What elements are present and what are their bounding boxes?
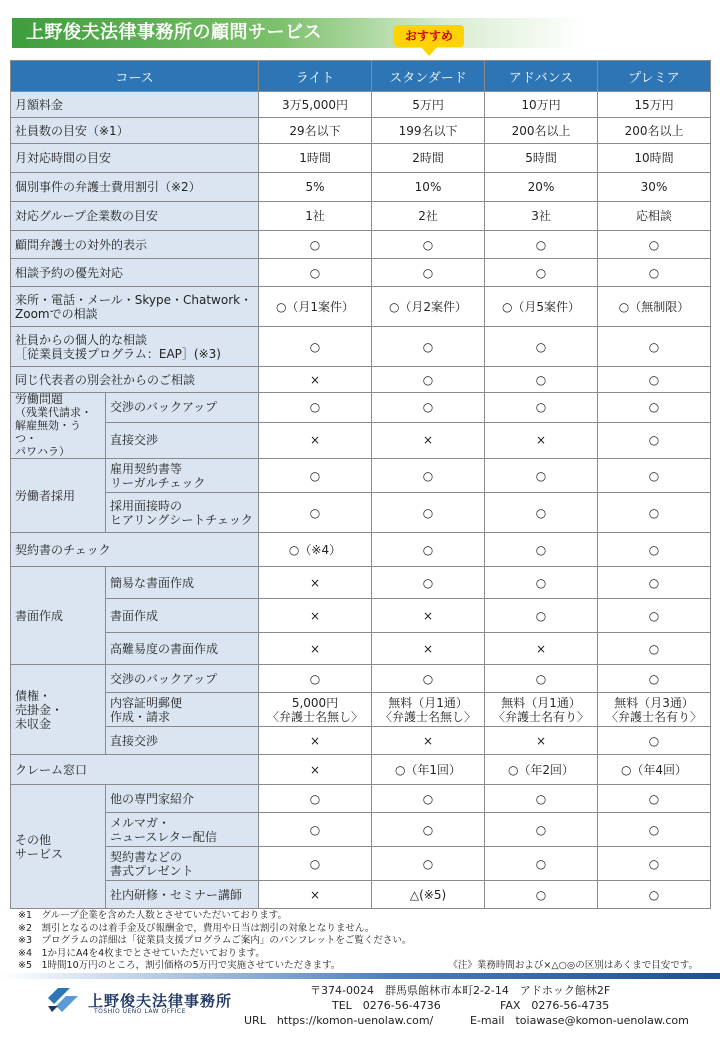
row-label: 簡易な書面作成 — [106, 567, 259, 599]
cell: 2時間 — [372, 144, 485, 173]
cell: ○（月5案件） — [485, 287, 598, 327]
row-label-line: ［従業員支援プログラム：EAP］(※3) — [15, 346, 221, 361]
cell: ○ — [485, 231, 598, 259]
row-label: 契約書のチェック — [11, 533, 259, 567]
footnote: ※1 グループ企業を含めた人数とさせていただいております。 — [18, 910, 287, 921]
group-label-debt — [11, 665, 106, 755]
table-row — [11, 231, 711, 259]
table-row — [11, 727, 711, 755]
row-label-line: 契約書などの — [110, 849, 183, 864]
cell: ○ — [372, 493, 485, 533]
cell: ○ — [598, 665, 711, 693]
cell: 1社 — [259, 202, 372, 231]
cell-line: 〈弁護士名無し〉 — [380, 709, 477, 724]
table-row — [11, 367, 711, 393]
row-label-line: メルマガ・ — [110, 815, 171, 830]
cell: ○（年2回） — [485, 755, 598, 785]
table-row — [11, 599, 711, 633]
row-label: 他の専門家紹介 — [106, 785, 259, 813]
cell: ○ — [485, 599, 598, 633]
cell — [485, 693, 598, 727]
cell: × — [259, 567, 372, 599]
row-label: 直接交渉 — [106, 422, 259, 458]
row-label: 月対応時間の目安 — [11, 144, 259, 173]
table-row — [11, 755, 711, 785]
cell — [259, 693, 372, 727]
cell: ○ — [259, 259, 372, 287]
cell: 5% — [259, 173, 372, 202]
table-row — [11, 92, 711, 118]
cell: ○ — [259, 493, 372, 533]
row-label-line: 採用面接時の — [110, 498, 183, 513]
row-label — [106, 459, 259, 493]
footnote: ※3 プログラムの詳細は「従業員支援プログラムご案内」のパンフレットをご覧ください。 — [18, 935, 412, 946]
cell-line: 無料（月1通） — [388, 695, 468, 710]
cell: 200名以上 — [485, 118, 598, 144]
cell: 5時間 — [485, 144, 598, 173]
cell: ○ — [485, 259, 598, 287]
cell: × — [372, 727, 485, 755]
cell: × — [259, 881, 372, 909]
cell: ○ — [485, 785, 598, 813]
cell: × — [372, 599, 485, 633]
row-label: 同じ代表者の別会社からのご相談 — [11, 367, 259, 393]
group-label-hiring: 労働者採用 — [11, 459, 106, 533]
row-label: 高難易度の書面作成 — [106, 633, 259, 665]
group-label-other — [11, 785, 106, 909]
cell: ○ — [259, 327, 372, 367]
cell: × — [372, 422, 485, 458]
row-label-line: 来所・電話・メール・Skype・Chatwork・ — [15, 292, 253, 307]
row-label — [106, 693, 259, 727]
table-row — [11, 202, 711, 231]
cell: ○ — [598, 847, 711, 881]
table-row — [11, 881, 711, 909]
group-label-documents: 書面作成 — [11, 567, 106, 665]
law-office-logo-icon — [44, 984, 84, 1016]
phone: TEL 0276-56-4736 — [332, 999, 441, 1012]
group-label-line: 解雇無効・うつ・ — [15, 419, 81, 445]
cell: ○ — [485, 881, 598, 909]
fax: FAX 0276-56-4735 — [500, 999, 610, 1012]
cell: × — [485, 727, 598, 755]
cell: ○ — [598, 599, 711, 633]
cell: ○ — [598, 393, 711, 423]
cell: 2社 — [372, 202, 485, 231]
cell-line: 〈弁護士名有り〉 — [493, 709, 590, 724]
address: 〒374-0024 群馬県館林市本町2-2-14 アドホック館林2F — [310, 984, 611, 997]
group-label-line: 未収金 — [15, 716, 52, 731]
row-label: 交渉のバックアップ — [106, 393, 259, 423]
footnote: ※2 割引となるのは着手金及び報酬金で，費用や日当は割引の対象となりません。 — [18, 922, 375, 934]
cell: ○ — [372, 665, 485, 693]
cell: ○ — [372, 785, 485, 813]
table-row — [11, 287, 711, 327]
cell: 199名以下 — [372, 118, 485, 144]
cell: 29名以下 — [259, 118, 372, 144]
row-label — [11, 327, 259, 367]
cell: ○ — [485, 665, 598, 693]
cell: ○ — [485, 813, 598, 847]
cell: ○ — [598, 633, 711, 665]
office-name-en: TOSHIO UENO LAW OFFICE — [94, 1008, 186, 1015]
cell: × — [372, 633, 485, 665]
cell-line: 〈弁護士名有り〉 — [606, 709, 703, 724]
group-label-line: 売掛金・ — [15, 702, 64, 717]
table-row — [11, 393, 711, 423]
table-row — [11, 693, 711, 727]
row-label — [106, 493, 259, 533]
row-label — [106, 847, 259, 881]
table-row — [11, 422, 711, 458]
row-label-line: 作成・請求 — [110, 709, 171, 724]
group-label-line: その他 — [15, 832, 52, 847]
cell: ○（年4回） — [598, 755, 711, 785]
cell: × — [259, 633, 372, 665]
cell-line: 無料（月1通） — [501, 695, 581, 710]
table-row — [11, 118, 711, 144]
cell: ○ — [259, 231, 372, 259]
row-label-line: 書式プレゼント — [110, 863, 194, 878]
table-row — [11, 847, 711, 881]
footnote-note: 《注》業務時間および×△○◎の区別はあくまで目安です。 — [448, 960, 698, 971]
cell: 3社 — [485, 202, 598, 231]
recommend-arrow-icon — [421, 47, 437, 56]
cell: ○ — [598, 259, 711, 287]
footnote: ※5 1時間10万円のところ，割引価格の5万円で実施させていただきます。 — [18, 960, 341, 971]
footnote: ※4 1か月にA4を4枚までとさせていただいております。 — [18, 947, 265, 959]
cell: ○（月1案件） — [259, 287, 372, 327]
row-label: 社内研修・セミナー講師 — [106, 881, 259, 909]
cell: △(※5) — [372, 881, 485, 909]
cell — [372, 693, 485, 727]
cell: ○ — [598, 493, 711, 533]
cell: × — [259, 367, 372, 393]
table-row — [11, 665, 711, 693]
cell: ○ — [372, 367, 485, 393]
footnotes — [18, 910, 708, 973]
row-label: 社員数の目安（※1） — [11, 118, 259, 144]
cell: 応相談 — [598, 202, 711, 231]
cell: × — [485, 422, 598, 458]
cell — [598, 693, 711, 727]
cell: ○ — [485, 567, 598, 599]
cell: ○ — [485, 533, 598, 567]
row-label: 対応グループ企業数の目安 — [11, 202, 259, 231]
cell: 200名以上 — [598, 118, 711, 144]
group-label-line: サービス — [15, 846, 64, 861]
cell: 10時間 — [598, 144, 711, 173]
table-row — [11, 259, 711, 287]
cell: ○ — [598, 567, 711, 599]
row-label: 顧問弁護士の対外的表示 — [11, 231, 259, 259]
cell: ○ — [598, 327, 711, 367]
cell: ○ — [485, 327, 598, 367]
cell: ○ — [372, 327, 485, 367]
cell: ○ — [598, 881, 711, 909]
cell: ○ — [485, 367, 598, 393]
cell: × — [259, 727, 372, 755]
cell: ○ — [598, 813, 711, 847]
table-row — [11, 633, 711, 665]
table-row — [11, 327, 711, 367]
page-title: 上野俊夫法律事務所の顧問サービス — [26, 22, 322, 43]
table-row — [11, 144, 711, 173]
cell: ○ — [259, 847, 372, 881]
cell: ○ — [598, 533, 711, 567]
cell: 30% — [598, 173, 711, 202]
row-label: 月額料金 — [11, 92, 259, 118]
table-row — [11, 459, 711, 493]
cell: × — [259, 422, 372, 458]
group-label-labor — [11, 393, 106, 459]
cell-line: 5,000円 — [291, 695, 339, 710]
group-label-line: パワハラ） — [15, 445, 70, 458]
row-label-line: ニュースレター配信 — [110, 829, 217, 844]
cell: ○ — [372, 459, 485, 493]
row-label: クレーム窓口 — [11, 755, 259, 785]
row-label: 相談予約の優先対応 — [11, 259, 259, 287]
cell-line: 無料（月3通） — [614, 695, 694, 710]
cell: ○ — [598, 422, 711, 458]
title-banner — [12, 18, 708, 48]
cell: × — [485, 633, 598, 665]
row-label-line: 社員からの個人的な相談 — [15, 332, 148, 347]
cell: ○ — [598, 785, 711, 813]
cell: ○ — [598, 231, 711, 259]
table-header-row — [11, 61, 711, 92]
cell: ○ — [485, 493, 598, 533]
cell: ○ — [598, 727, 711, 755]
cell-line: 〈弁護士名無し〉 — [267, 709, 364, 724]
plan-header-standard: スタンダード — [372, 61, 485, 92]
table-row — [11, 493, 711, 533]
row-label-line: 内容証明郵便 — [110, 695, 183, 710]
website-link[interactable]: URL https://komon-uenolaw.com/ — [244, 1014, 434, 1027]
row-label-line: リーガルチェック — [110, 475, 206, 490]
email-link[interactable]: E-mail toiawase@komon-uenolaw.com — [470, 1014, 689, 1027]
cell: ○ — [372, 813, 485, 847]
table-row — [11, 567, 711, 599]
cell: ○ — [259, 785, 372, 813]
course-header: コース — [11, 61, 259, 92]
cell: ○ — [485, 847, 598, 881]
cell: 5万円 — [372, 92, 485, 118]
cell: 3万5,000円 — [259, 92, 372, 118]
cell: ○ — [598, 459, 711, 493]
cell: ○ — [259, 665, 372, 693]
cell: 10% — [372, 173, 485, 202]
cell: ○ — [372, 533, 485, 567]
row-label-line: 雇用契約書等 — [110, 461, 183, 476]
cell: ○ — [372, 393, 485, 423]
recommend-badge: おすすめ — [394, 25, 464, 47]
row-label: 直接交渉 — [106, 727, 259, 755]
cell: ○（年1回） — [372, 755, 485, 785]
group-label-line: 債権・ — [15, 688, 52, 703]
cell: 1時間 — [259, 144, 372, 173]
cell: ○（※4） — [259, 533, 372, 567]
row-label: 書面作成 — [106, 599, 259, 633]
cell: ○ — [259, 459, 372, 493]
plan-comparison-table — [10, 60, 711, 909]
table-row — [11, 173, 711, 202]
cell: 10万円 — [485, 92, 598, 118]
table-row — [11, 785, 711, 813]
cell: × — [259, 599, 372, 633]
row-label — [11, 287, 259, 327]
cell: ○ — [485, 459, 598, 493]
table-row — [11, 533, 711, 567]
footer-divider — [0, 973, 720, 979]
row-label-line: Zoomでの相談 — [15, 306, 98, 321]
cell: 20% — [485, 173, 598, 202]
plan-header-advance: アドバンス — [485, 61, 598, 92]
cell: ○ — [372, 231, 485, 259]
cell: ○ — [372, 259, 485, 287]
row-label-line: ヒアリングシートチェック — [110, 512, 253, 527]
group-label-line: （残業代請求・ — [15, 406, 92, 419]
office-name: 上野俊夫法律事務所 — [88, 992, 233, 1010]
plan-header-premier: プレミア — [598, 61, 711, 92]
group-label-line: 労働問題 — [15, 392, 64, 406]
cell: ○ — [372, 567, 485, 599]
plan-header-light: ライト — [259, 61, 372, 92]
cell: 15万円 — [598, 92, 711, 118]
row-label: 個別事件の弁護士費用割引（※2） — [11, 173, 259, 202]
cell: ○ — [259, 393, 372, 423]
cell: ○ — [598, 367, 711, 393]
cell: ○ — [372, 847, 485, 881]
cell: ○ — [485, 393, 598, 423]
row-label: 交渉のバックアップ — [106, 665, 259, 693]
cell: ○ — [259, 813, 372, 847]
row-label — [106, 813, 259, 847]
cell: × — [259, 755, 372, 785]
cell: ○（無制限） — [598, 287, 711, 327]
table-row — [11, 813, 711, 847]
cell: ○（月2案件） — [372, 287, 485, 327]
